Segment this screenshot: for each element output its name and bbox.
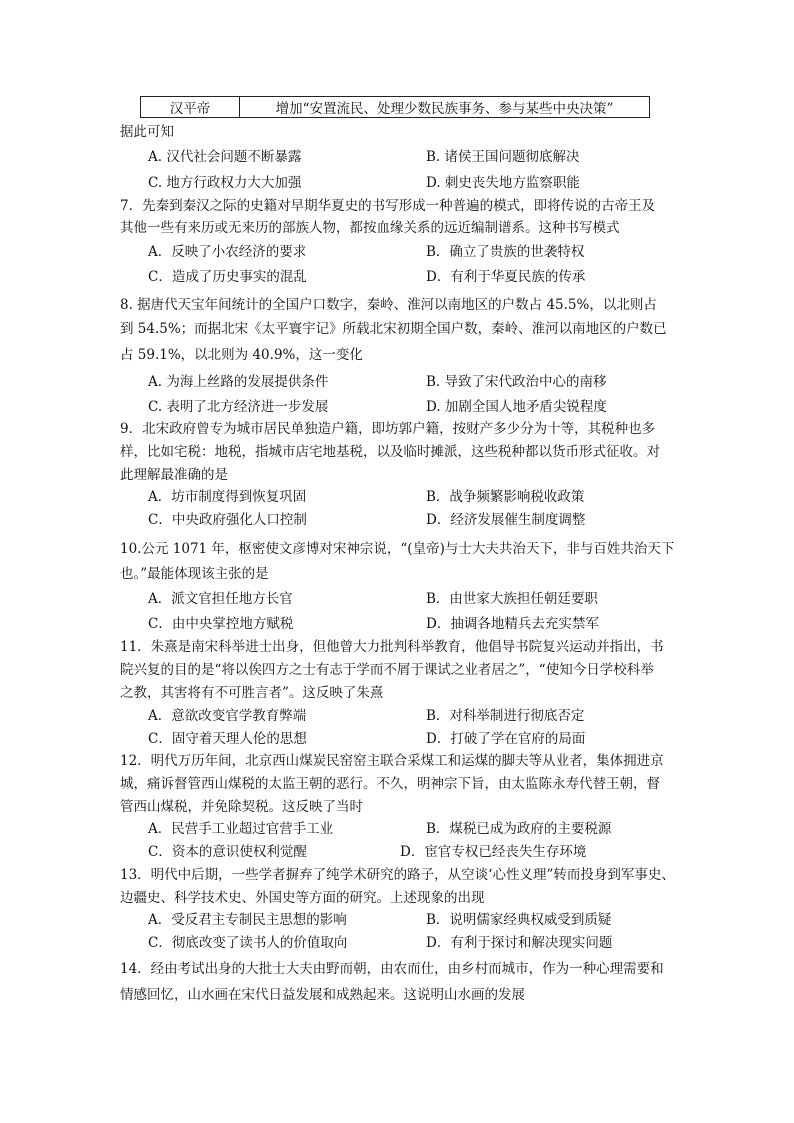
table-cell-change: 增加“安置流民、处理少数民族事务、参与某些中央决策” bbox=[275, 101, 614, 117]
q9-stem-line: 样，比如宅税：地税，指城市店宅地基税，以及临时摊派，这些税种都以货币形式征收。对 bbox=[120, 444, 660, 460]
q7-option-a: A．反映了小农经济的要求 bbox=[148, 244, 307, 260]
q8-stem-line: 8. 据唐代天宝年间统计的全国户口数字，秦岭、淮河以南地区的户数占 45.5%，以北则占 bbox=[120, 297, 657, 313]
q10-option-a: A．派文官担任地方长官 bbox=[148, 591, 293, 607]
q8-option-b: B. 导致了宋代政治中心的南移 bbox=[426, 374, 607, 390]
q13-stem-line: 边疆史、科学技术史、外国史等方面的研究。上述现象的出现 bbox=[120, 890, 485, 906]
q9-stem-line: 9．北宋政府曾专为城市居民单独造户籍，即坊郭户籍，按财产多少分为十等，其税种也多 bbox=[120, 421, 656, 437]
q9-option-c: C．中央政府强化人口控制 bbox=[148, 512, 307, 528]
q12-option-d: D．宦官专权已经丧失生存环境 bbox=[400, 844, 587, 860]
q8-stem-line: 占 59.1%，以北则为 40.9%，这一变化 bbox=[120, 347, 363, 363]
q12-stem-line: 12．明代万历年间，北京西山煤炭民窑窑主联合采煤工和运煤的脚夫等从业者，集体拥进京 bbox=[120, 753, 664, 769]
q11-option-a: A．意欲改变官学教育弊端 bbox=[148, 708, 307, 724]
q11-stem-line: 11．朱熹是南宋科举进士出身，但他曾大力批判科举教育，他倡导书院复兴运动并指出，书 bbox=[120, 639, 664, 655]
q7-option-c: C．造成了历史事实的混乱 bbox=[148, 269, 307, 285]
q12-stem-line: 管西山煤税，并免除契税。这反映了当时 bbox=[120, 799, 363, 815]
q7-option-d: D．有利于华夏民族的传承 bbox=[426, 269, 586, 285]
q8-option-a: A. 为海上丝路的发展提供条件 bbox=[148, 374, 329, 390]
q9-option-b: B．战争频繁影响税收政策 bbox=[426, 489, 585, 505]
table-row bbox=[140, 96, 650, 118]
q9-option-d: D．经济发展催生制度调整 bbox=[426, 512, 586, 528]
q10-stem-line: 也。”最能体现该主张的是 bbox=[120, 566, 269, 582]
q7-stem-line: 其他一些有来历或无来历的部族人物，都按血缘关系的远近编制谱系。这种书写模式 bbox=[120, 220, 620, 236]
q6-option-d: D. 刺史丧失地方监察职能 bbox=[426, 175, 580, 191]
q7-option-b: B．确立了贵族的世袭特权 bbox=[426, 244, 585, 260]
q13-option-c: C．彻底改变了读书人的价值取向 bbox=[148, 935, 348, 951]
q13-option-b: B．说明儒家经典权威受到质疑 bbox=[426, 912, 612, 928]
q10-option-d: D．抽调各地精兵去充实禁军 bbox=[426, 616, 599, 632]
q8-option-d: D. 加剧全国人地矛盾尖锐程度 bbox=[426, 399, 607, 415]
q6-option-b: B. 诸侯王国问题彻底解决 bbox=[426, 149, 580, 165]
q14-stem-line: 14．经由考试出身的大批士大夫由野而朝，由农而仕，由乡村而城市，作为一种心理需要和 bbox=[120, 961, 664, 977]
q14-stem-line: 情感回忆，山水画在宋代日益发展和成熟起来。这说明山水画的发展 bbox=[120, 987, 525, 1003]
q9-stem-line: 此理解最准确的是 bbox=[120, 467, 228, 483]
q10-option-b: B．由世家大族担任朝廷要职 bbox=[426, 591, 598, 607]
q12-stem-line: 城，痛诉督管西山煤税的太监王朝的恶行。不久，明神宗下旨，由太监陈永寿代替王朝，督 bbox=[120, 776, 660, 792]
q11-stem-line: 院兴复的目的是“将以俟四方之士有志于学而不屑于课试之业者居之”，“使知今日学校科举 bbox=[120, 662, 654, 678]
q8-option-c: C. 表明了北方经济进一步发展 bbox=[148, 399, 329, 415]
q11-option-c: C．固守着天理人伦的思想 bbox=[148, 731, 307, 747]
table-cell-emperor: 汉平帝 bbox=[141, 97, 240, 117]
q12-option-b: B．煤税已成为政府的主要税源 bbox=[426, 821, 612, 837]
q12-option-a: A．民营手工业超过官营手工业 bbox=[148, 821, 334, 837]
q13-option-a: A．受反君主专制民主思想的影响 bbox=[148, 912, 347, 928]
q6-option-a: A. 汉代社会问题不断暴露 bbox=[148, 149, 302, 165]
q7-stem-line: 7．先秦到秦汉之际的史籍对早期华夏史的书写形成一种普遍的模式，即将传说的古帝王及 bbox=[120, 198, 656, 214]
q11-option-b: B．对科举制进行彻底否定 bbox=[426, 708, 585, 724]
q10-option-c: C．由中央掌控地方赋税 bbox=[148, 616, 294, 632]
q6-option-c: C. 地方行政权力大大加强 bbox=[148, 175, 302, 191]
q10-stem-line: 10.公元 1071 年，枢密使文彦博对宋神宗说，“(皇帝)与士大夫共治天下，非与百姓共治天下 bbox=[120, 541, 675, 557]
q11-option-d: D．打破了学在官府的局面 bbox=[426, 731, 586, 747]
q12-option-c: C．资本的意识使权利觉醒 bbox=[148, 844, 307, 860]
q13-stem-line: 13．明代中后期，一些学者摒弃了纯学术研究的路子，从空谈‘心性义理”转而投身到军事史、 bbox=[120, 867, 675, 883]
q6-stem-tail: 据此可知 bbox=[120, 124, 174, 140]
q13-option-d: D．有利于探讨和解决现实问题 bbox=[426, 935, 613, 951]
q8-stem-line: 到 54.5%；而据北宋《太平寰宇记》所载北宋初期全国户数，秦岭、淮河以南地区的户数已 bbox=[120, 321, 667, 337]
q11-stem-line: 之教，其害将有不可胜言者”。这反映了朱熹 bbox=[120, 685, 384, 701]
q9-option-a: A．坊市制度得到恢复巩固 bbox=[148, 489, 307, 505]
